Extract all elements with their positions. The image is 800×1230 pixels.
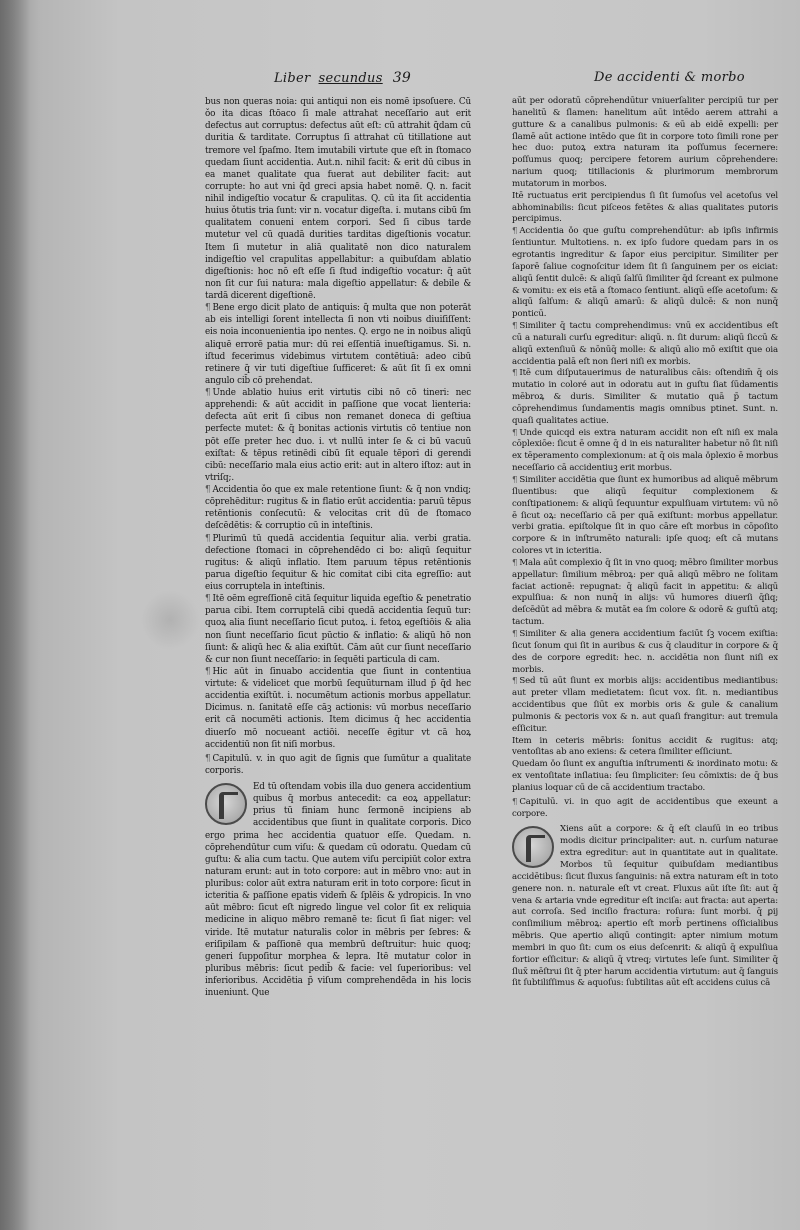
left-paragraph-7: ¶ Hic aūt in ſinuabo accidentia que ſiunt in contentiua virtute: & videlicet que morbū ſequūturnam illud p̄ q̄d hec accidentia exiſtūt. i. nocumētum actionis morbus appellatur. Dicimus. n. ſanitatē eſſe cāꝫ actionis: vū morbus neceſſario erit cā nocumēti actionis. Item dicimus q̄ hec accidentia diuerſo mō nocueant actiōi. neceſſe ēgitur vt cā hoꝝ accidentiū non ſit niſi morbus. xyxy=(205,666,471,750)
right-paragraph-6: ¶ Unde quicqd eis extra naturam accidit non eſt niſi ex mala cōplexiōe: ſicut ē omne q̄ d in eis naturaliter habetur nō ſit niſi ex tēperamento complexionum: at q̄ ois mala ǒplexio ē morbus neceſſario cā accidentiuꝫ erit morbus. xyxy=(512,427,778,474)
right-paragraph-2: Itē ructuatus erit percipiendus ſi ſit ſumoſus vel acetoſus vel abhominabilis: ſicut piſceos fetētes & alias qualitates putoris percipimus. xyxy=(512,190,778,225)
ink-bleed-stain xyxy=(140,590,200,650)
running-head-title: Liber xyxy=(274,71,311,86)
paragraph-mark-icon: ¶ xyxy=(512,321,518,332)
paragraph-mark-icon: ¶ xyxy=(205,753,211,764)
paragraph-mark-icon: ¶ xyxy=(512,796,518,807)
paragraph-mark-icon: ¶ xyxy=(512,427,518,438)
left-paragraph-2: ¶ Bene ergo dicit plato de antiquis: q̄ multa que non poterāt ab eis intelligi ſorent intellecta ſi non vti noibus diuiſiſſent: eis noia inconuenientia ipo nentes. Q. ergo ne in noibus aliqū aliquē errorē patia mur: dū rei eſſentiā inueſtigamus. Si. n. iſtud fecerimus videbimus virtutem contētiuā: adeo cibū retinere q̄ vir tuti digeſtiue ſufficeret: & aūt ſit ſi ex omni angulo cib̄ cō prehendat. xyxy=(205,303,471,386)
paragraph-mark-icon: ¶ xyxy=(205,388,211,398)
decorated-initial-e-icon xyxy=(512,826,554,868)
left-text-column xyxy=(205,96,471,999)
left-paragraph-1: bus non queras noia: qui antiqui non eis nomē ipsoſuere. Cū ǒo ita dicas ſtōaco ſi male attrahat neceſſario aut erit defectus aut corruptus: defectus aūt eſt: cū attrahit q̄dam cū duritia & tarditate. Corruptus ſi attrahat cū titillatione aut tremore vel ſpaſmo. Item imutabili virtute que eſt in ſtomaco quedam ſiunt accidentia. Aut.n. nihil facit: & erit dū cibus in ea manet qualitate qua fuerat aut debiliter facit: aut corrupte: ho aut vni q̄d greci apsia habet nomē. Q. n. facit nihil indigeſtio vocatur & crapulitas. Q. cū ita ſit accidentia huius ǒtutis tria ſunt: vir n. vocatur digeſta. i. mutans cibū ſm qualitatem conueni entem corpori. Sed ſi cibus tarde mutetur vel cū quadā durities tarditas digeſtionis vocatur. Item ſi mutetur in aliā qualitatē non dico naturalem indigeſtio vel crapulitas appellabitur: a quibuſdam ablatio digeſtionis: hoc nō eſt eſſe ſi ſtud indigeſtio vocatur: q̄ aūt non ſit cur ſui natura: mala digeſtio appellatur: & debile & tardā dicerent digeſtionē. xyxy=(205,97,471,301)
right-paragraph-5: ¶ Itē cum diſputauerimus de naturalibus cāis: oſtendim̄ q̄ ois mutatio in coloré aut in odoratu aut in guſtu ſiat ſūdamentis mēbroꝝ & duris. Similiter & mutatio quā p̄ tactum cōprehendimus ſundamentis magis omnibus ptinet. Sunt. n. quaſi qualitates actiue. xyxy=(512,368,778,426)
paragraph-mark-icon: ¶ xyxy=(512,557,518,568)
chapter-heading-vi: ¶ Capitulū. vi. in quo agit de accidentibus que exeunt a corpore. xyxy=(512,796,778,819)
paragraph-mark-icon: ¶ xyxy=(512,368,518,379)
right-paragraph-11: Item in ceteris mēbris: ſonitus accidit & rugitus: atq; ventoſitas ab ano exiens: & cetera ſimiliter eſſiciunt. xyxy=(512,735,778,758)
right-paragraph-4: ¶ Similiter q̄ tactu comprehendimus: vnū ex accidentibus eſt cū a naturali curſu egreditur: aliqū. n. ſit durum: aliqū ſiccū & aliqū extenſiuū & nōnūq̄ molle: & aliqū alio mō exiſtit que oia accidentia palā eſt non ſieri niſi ex morbis. xyxy=(512,321,778,367)
right-paragraph-10: ¶ Sed tū aūt ſiunt ex morbis alijs: accidentibus mediantibus: aut preter vllam medietatem: ſicut vox. ſit. n. mediantibus accidentibus que ſiūt ex morbis oris & gule & canalium pulmonis & pectoris vox & n. aut quaſi frangitur: aut tremula eſſicitur. xyxy=(512,676,778,734)
left-paragraph-5: ¶ Plurimū tū quedā accidentia ſequitur alia. verbi gratia. defectione ſtomaci in cōprehendēdo ci bo: aliqū ſequitur rugitus: & aliqū inflatio. Item paruum tēpus retēntionis parua digeſtio ſequitur & hic comitat cibi cita egreſſio: aut eius corruptela in inteſtinis. xyxy=(205,533,471,592)
right-paragraph-3: ¶ Accidentia ǒo que guſtu comprehendūtur: ab ipſis infirmis ſentiuntur. Multotiens. n. ex ipſo ſudore quedam pars in os egrotantis ingreditur & ſapor eius percipitur. Similiter per ſaporē ſaliue cognoſcitur idem ſit ſi ſanguinem per os eiciat: aliqū ſentit dulcē: & aliqū ſalſū ſimiliter q̄d ſcreant ex pulmone & vomitu: ex eis etā a ſtomaco ſentiunt. aliqū eſſe acetoſum: & aliqū ſalſum: & aliqū amarū: & aliqū dulcē: & non nunq̄ ponticū. xyxy=(512,226,778,320)
chapter-v-text: Ed tū oſtendam vobis illa duo genera accidentium quibus q̄ morbus antecedit: ca eoꝝ appellatur: prius tū finiam hunc ſermonē incipiens ab accidentibus que ſiunt in qualitate corporis. Dico ergo prima hec accidentia quatuor eſſe. Quedam. n. cōprehendūtur cum viſu: & quedam cū odoratu. Quedam cū guſtu: & alia cum tactu. Que autem viſu percipiūt color extra naturam erunt: aut in toto corpore: aut in mēbro vno: aut in pluribus: color aūt extra naturam erit in toto corpore: ſicut in icteritia & paſſione epatis videm̄ & ſplēis & ydropicis. In vno aūt mēbro: ſicut eſt nigredo lingue vel color ſit ex reliquia medicine in aliquo mēbro remanē te: ſicut ſi ſiat niger: vel viride. Itē mutatur naturalis color in mēbris per ſebres: & eriſipilam & paſſionē qua membrū deſtruitur: huic quoq; generi ſuppoſitur morphea & lepra. Itē mutatur color in pluribus mēbris: ſicut pedib̄ & facie: vel ſuperioribus: vel inferioribus. Accidētia p̄ viſum comprehendēda in his locis inueniunt. Que xyxy=(205,782,471,999)
paragraph-mark-icon: ¶ xyxy=(512,676,518,687)
paragraph-mark-icon: ¶ xyxy=(205,485,211,495)
chapter-vi-text: Xiens aūt a corpore: & q̄ eſt clauſū in eo tribus modis dicitur principaliter: aut. n. curſum naturae extra egreditur: aut in quantitate aut in qualitate. Morbos tū ſequitur quibuſdam mediantibus accidētibus: ſicut ſluxus ſanguinis: nā extra naturam eſt in toto genere non. n. naturale eſt vt creat. Fluxus aūt iſte ſit: aut q̄ vena & artaria vnde egreditur eſt inciſa: aut fracta: aut aperta: aut corroſa. Sed inciſio fractura: roſura: ſunt morbi. q̄ ꝑij conſimilium mēbroꝝ: apertio eſt morb̄ pertinens oſſicialibus mēbris. Que apertio aliqū contingit: apter nimium motum membri in quo ſit: cum os eius deſcenrit: & aliqū q̄ expulſiua fortior eſſicitur: & aliqū q̄ vtreq; virtutes leſe ſunt. Similiter q̄ ſlux̄ mēſtrui ſit q̄ pter harum accidentia virtutum: aut q̄ ſanguis ſit ſubtiliſſimus & aquoſus: ſubtilitas aūt eſt accidens cuius cā xyxy=(512,824,778,989)
running-head-subtitle: secundus xyxy=(318,71,383,86)
paragraph-mark-icon: ¶ xyxy=(205,303,211,314)
paragraph-mark-icon: ¶ xyxy=(512,475,518,485)
paragraph-mark-icon: ¶ xyxy=(512,226,518,237)
running-head-right: De accidenti & morbo xyxy=(594,70,745,85)
paragraph-mark-icon: ¶ xyxy=(205,666,211,677)
decorated-initial-s-icon xyxy=(205,783,247,825)
paragraph-mark-icon: ¶ xyxy=(205,594,211,605)
running-head-left xyxy=(274,70,411,86)
left-paragraph-6: ¶ Itē oēm egreſſionē citā ſequitur liquida egeſtio & penetratio parua cibi. Item corruptelā cibi quedā accidentia ſequū tur: quoꝝ alia ſiunt neceſſario ſicut putoꝝ. i. fetoꝝ egeſtiōis & alia non ſiunt neceſſario ſicut pūctio & inflatio: & aliqū hō non ſiunt: & aliqū hec & alia exiſtūt. Cām aūt cur ſiunt neceſſario & cur non ſiunt neceſſario: in ſequēti particula di cam. xyxy=(205,594,471,665)
right-paragraph-9: ¶ Similiter & alia genera accidentium faciūt ſꝫ vocem exiſtia: ſicut ſonum qui ſit in auribus & cus q̄ clauditur in corpore & q̄ des de corpore egredit: hec. n. accidētia non ſiunt niſi ex morbis. xyxy=(512,628,778,675)
right-paragraph-12: Quedam ǒo ſiunt ex anguſtia inſtrumenti & inordinato motu: & ex ventoſitate inſlatiua: ſeu ſimpliciter: ſeu cōmixtis: de q̄ bus planius loquar cū de cā accidentium tractabo. xyxy=(512,759,778,793)
right-text-column xyxy=(512,96,778,990)
binding-gutter-shadow xyxy=(0,0,30,1230)
right-paragraph-1: aūt per odoratū cōprehendūtur vniuerſaliter percipiū tur per hanelitū & ſlamen: hanelitum aūt intēdo aerem attrahi a gutture & a canalibus pulmonis: & eū ab eidē expelli: per ſlamē aūt actione intēdo que ſit in corpore toto ſimili rone per hec duo: putoꝝ extra naturam ita poſſumus ſecernere: poſſumus quoq; percipere fetorem aurium cōprehendere: narium quoq; titillacionis & plurimorum membrorum mutatorum in morbos. xyxy=(512,96,778,189)
left-paragraph-4: ¶ Accidentia ǒo que ex male retentione ſiunt: & q̄ non vndiq; cōprehēditur: rugitus & in flatio erūt accidentia: paruū tēpus retēntionis conſecutū: & velocitas crit dū de ſtomaco deſcēdētis: & corruptio cū in inteſtinis. xyxy=(205,485,471,532)
catchword: Que xyxy=(251,988,270,999)
paragraph-mark-icon: ¶ xyxy=(205,533,211,544)
left-paragraph-3: ¶ Unde ablatio huius erit virtutis cibi nō cō tineri: nec apprehendi: & aūt accidit in paſſione que vocat lienteria: defecta aūt erit ſi cibus non remanet doneca di geſtiua perfecte mutet: & q̄ bonitas actionis virtutis cō tentiue non pōt eſſe preter hec duo. i. vt nullū inter ſe & ci bū vacuū exiſtat: & tēpus retinēdi cibū ſit equale tēpori di gerendi cibū: neceſſario mala eius actio erit: aut in altero iſtoz: aut in vtriſq;. xyxy=(205,388,471,483)
right-paragraph-8: ¶ Mala aūt complexio q̄ ſit in vno quoq; mēbro ſimiliter morbus appellatur: ſimilium mēbroꝝ: per quā aliqū mēbro ne ſolitam faciat actionē: repugnat: q̄ aliqū facit in appetitu: & aliqū expulſiua: & non nunq̄ in alijs: vū humores diuerſi q̄ſiq; deſcēdūt ad mēbra & mutāt ea ſm colore & odorē & guſtū atq; tactum. xyxy=(512,557,778,628)
right-paragraph-7: ¶ Similiter accidētia que ſiunt ex humoribus ad aliquē mēbrum ſluentibus: que aliqū ſequitur complexionem & conſtipationem: & aliqū ſequuntur expulſiuam virtutem: vū nō ē ſicut oꝝ: neceſſario cā per quā exiſtunt: morbus appellatur. verbi gratia. epiſtolque ſit in quo cāre eſt morbus in cōpoſito corpore & in inſtrumēto naturali: ipſe quoq; eſt cā mutans colores vt in icteritia. xyxy=(512,475,778,557)
chapter-heading-v: ¶ Capitulū. v. in quo agit de ſignis que ſumūtur a qualitate corporis. xyxy=(205,753,471,776)
folio-number: 39 xyxy=(392,70,412,86)
paragraph-mark-icon: ¶ xyxy=(512,628,518,639)
